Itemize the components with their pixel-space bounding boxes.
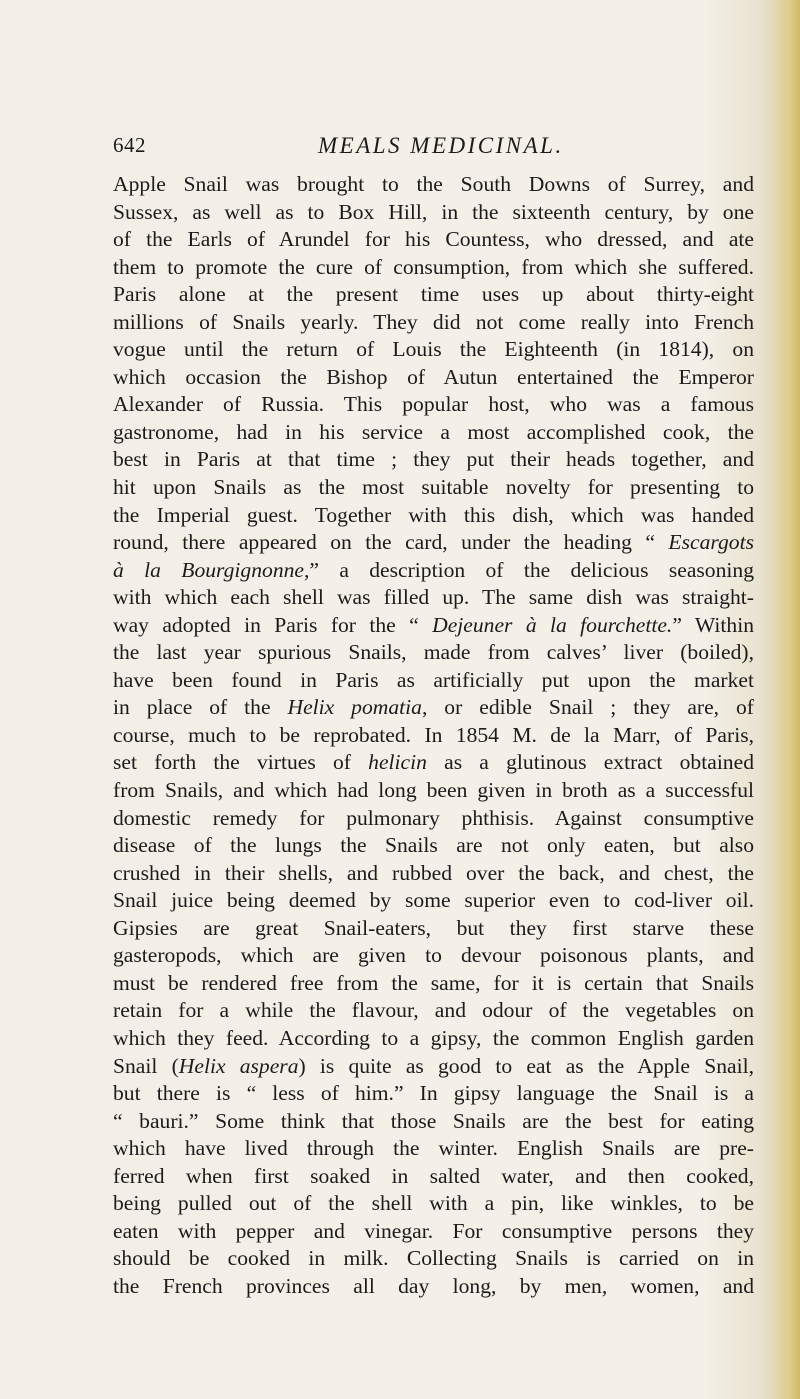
text-line: in place of the Helix pomatia, or edible Snail ; they are, of bbox=[113, 695, 755, 720]
text-line: ferred when first soaked in salted water, and then cooked, bbox=[113, 1163, 754, 1188]
text-line: but there is “ less of him.” In gipsy language the Snail is a bbox=[113, 1081, 754, 1106]
text-line: way adopted in Paris for the “ Dejeuner à la fourchette.” Within bbox=[113, 612, 755, 637]
text-line: Apple Snail was brought to the South Downs of Surrey, and bbox=[113, 172, 754, 196]
text-line: must be rendered free from the same, for it is certain that Snails bbox=[113, 970, 754, 995]
text-line: the last year spurious Snails, made from calves’ liver (boiled), bbox=[113, 640, 754, 665]
text-line: Alexander of Russia. This popular host, who was a famous bbox=[113, 392, 754, 417]
text-line: eaten with pepper and vinegar. For consumptive persons they bbox=[113, 1218, 754, 1243]
text-line: Paris alone at the present time uses up about thirty-eight bbox=[113, 282, 754, 307]
text-line: Gipsies are great Snail-eaters, but they first starve these bbox=[113, 915, 754, 940]
text-line: round, there appeared on the card, under the heading “ Escargots bbox=[113, 530, 754, 555]
text-line: with which each shell was filled up. The same dish was straight- bbox=[113, 585, 754, 610]
body-text bbox=[113, 171, 754, 1300]
text-line: retain for a while the flavour, and odour of the vegetables on bbox=[113, 998, 754, 1023]
text-line: which they feed. According to a gipsy, the common English garden bbox=[113, 1025, 754, 1050]
page-edge-stain bbox=[774, 0, 800, 1399]
text-line: which occasion the Bishop of Autun entertained the Emperor bbox=[113, 364, 754, 389]
text-line: of the Earls of Arundel for his Countess, who dressed, and ate bbox=[113, 227, 754, 252]
text-line: millions of Snails yearly. They did not come really into French bbox=[113, 309, 754, 334]
text-line: from Snails, and which had long been given in broth as a successful bbox=[113, 778, 754, 803]
text-line: course, much to be reprobated. In 1854 M. de la Marr, of Paris, bbox=[113, 722, 754, 747]
text-line: Snail juice being deemed by some superior even to cod-liver oil. bbox=[113, 888, 754, 913]
page-header bbox=[113, 133, 753, 163]
text-line: à la Bourgignonne,” a description of the delicious seasoning bbox=[113, 557, 754, 582]
page-number: 642 bbox=[113, 133, 146, 157]
text-line: gastronome, had in his service a most accomplished cook, the bbox=[113, 419, 754, 444]
text-line: should be cooked in milk. Collecting Snails is carried on in bbox=[113, 1246, 754, 1271]
text-line: best in Paris at that time ; they put their heads together, and bbox=[113, 447, 754, 472]
text-line: the French provinces all day long, by men, women, and bbox=[113, 1273, 754, 1298]
text-line: the Imperial guest. Together with this dish, which was handed bbox=[113, 502, 754, 527]
text-line: have been found in Paris as artificially put upon the market bbox=[113, 667, 754, 692]
text-line: disease of the lungs the Snails are not only eaten, but also bbox=[113, 833, 754, 858]
text-line: set forth the virtues of helicin as a glutinous extract obtained bbox=[113, 750, 754, 775]
text-line: vogue until the return of Louis the Eighteenth (in 1814), on bbox=[113, 337, 754, 362]
running-head: MEALS MEDICINAL. bbox=[318, 133, 564, 158]
text-line: Sussex, as well as to Box Hill, in the sixteenth century, by one bbox=[113, 199, 754, 224]
text-line: gasteropods, which are given to devour poisonous plants, and bbox=[113, 943, 754, 968]
text-line: domestic remedy for pulmonary phthisis. Against consumptive bbox=[113, 805, 754, 830]
text-line: which have lived through the winter. English Snails are pre- bbox=[113, 1136, 754, 1161]
text-line: crushed in their shells, and rubbed over the back, and chest, the bbox=[113, 860, 754, 885]
text-line: them to promote the cure of consumption, from which she suffered. bbox=[113, 254, 754, 279]
text-line: “ bauri.” Some think that those Snails are the best for eating bbox=[113, 1108, 754, 1133]
text-line: being pulled out of the shell with a pin, like winkles, to be bbox=[113, 1191, 754, 1216]
text-line: Snail (Helix aspera) is quite as good to eat as the Apple Snail, bbox=[113, 1053, 754, 1078]
text-line: hit upon Snails as the most suitable novelty for presenting to bbox=[113, 475, 754, 500]
